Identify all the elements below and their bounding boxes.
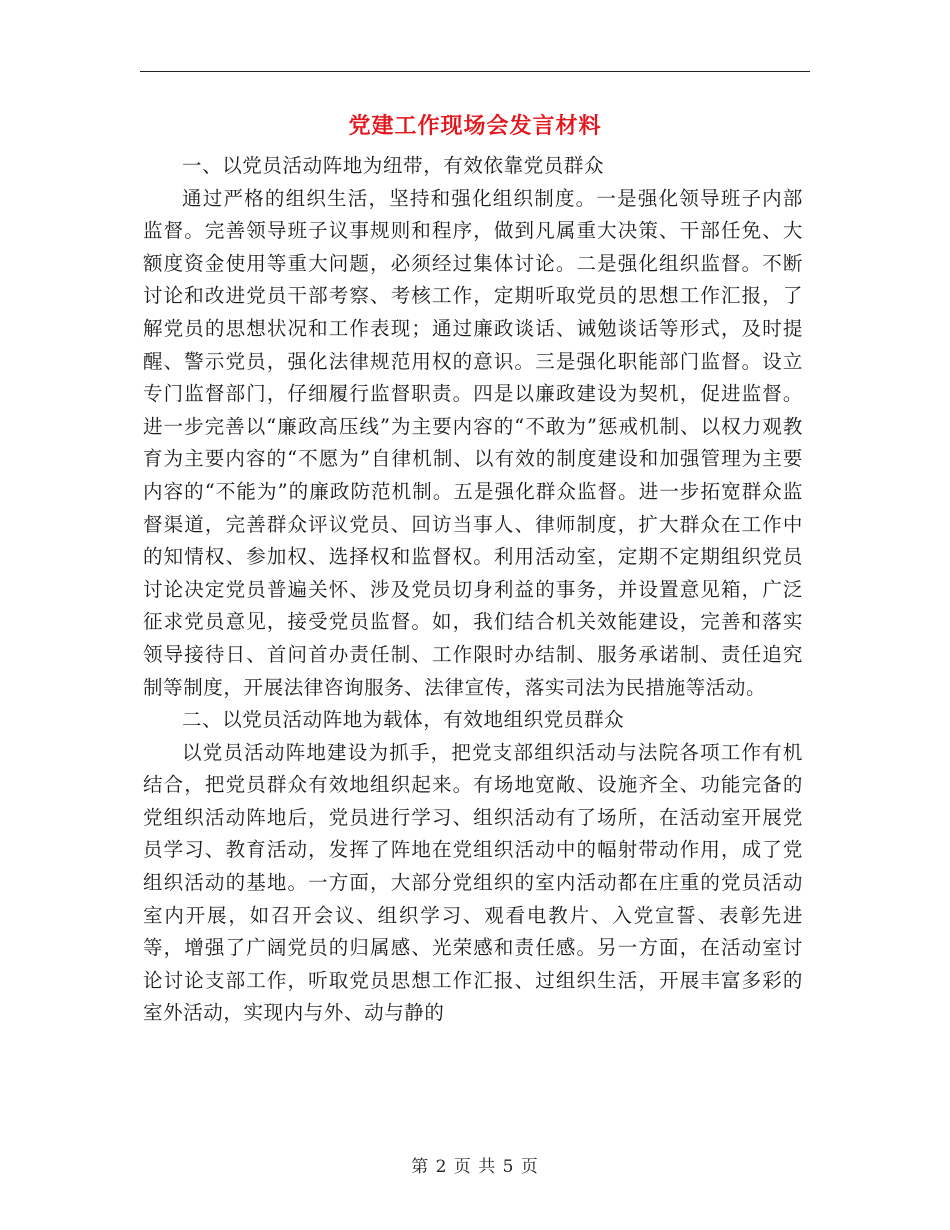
header-rule	[140, 71, 810, 72]
section-heading-2: 二、以党员活动阵地为载体，有效地组织党员群众	[182, 708, 625, 732]
document-body	[143, 150, 803, 1030]
section-heading-1: 一、以党员活动阵地为纽带，有效依靠党员群众	[182, 154, 605, 177]
paragraph-2: 以党员活动阵地建设为抓手，把党支部组织活动与法院各项工作有机结合，把党员群众有效地组织起来。有场地宽敞、设施齐全、功能完备的党组织活动阵地后，党员进行学习、组织活动有了场所，在活动室开展党员学习、教育活动，发挥了阵地在党组织活动中的幅射带动作用，成了党组织活动的基地。一方面，大部分党组织的室内活动都在庄重的党员活动室内开展，如召开会议、组织学习、观看电教片、入党宣誓、表彰先进等，增强了广阔党员的归属感、光荣感和责任感。另一方面，在活动室讨论讨论支部工作，听取党员思想工作汇报、过组织生活，开展丰富多彩的室外活动，实现内与外、动与静的	[143, 740, 803, 1025]
page-footer: 第 2 页 共 5 页	[411, 1157, 539, 1177]
document-title: 党建工作现场会发言材料	[348, 113, 602, 139]
paragraph-1: 通过严格的组织生活，坚持和强化组织制度。一是强化领导班子内部监督。完善领导班子议事规则和程序，做到凡属重大决策、干部任免、大额度资金使用等重大问题，必须经过集体讨论。二是强化组织监督。不断讨论和改进党员干部考察、考核工作，定期听取党员的思想工作汇报，了解党员的思想状况和工作表现；通过廉政谈话、诫勉谈话等形式，及时提醒、警示党员，强化法律规范用权的意识。三是强化职能部门监督。设立专门监督部门，仔细履行监督职责。四是以廉政建设为契机，促进监督。进一步完善以“廉政高压线”为主要内容的“不敢为”惩戒机制、以权力观教育为主要内容的“不愿为”自律机制、以有效的制度建设和加强管理为主要内容的“不能为”的廉政防范机制。五是强化群众监督。进一步拓宽群众监督渠道，完善群众评议党员、回访当事人、律师制度，扩大群众在工作中的知情权、参加权、选择权和监督权。利用活动室，定期不定期组织党员讨论决定党员普遍关怀、涉及党员切身利益的事务，并设置意见箱，广泛征求党员意见，接受党员监督。如，我们结合机关效能建设，完善和落实领导接待日、首问首办责任制、工作限时办结制、服务承诺制、责任追究制等制度，开展法律咨询服务、法律宣传，落实司法为民措施等活动。	[143, 186, 803, 699]
